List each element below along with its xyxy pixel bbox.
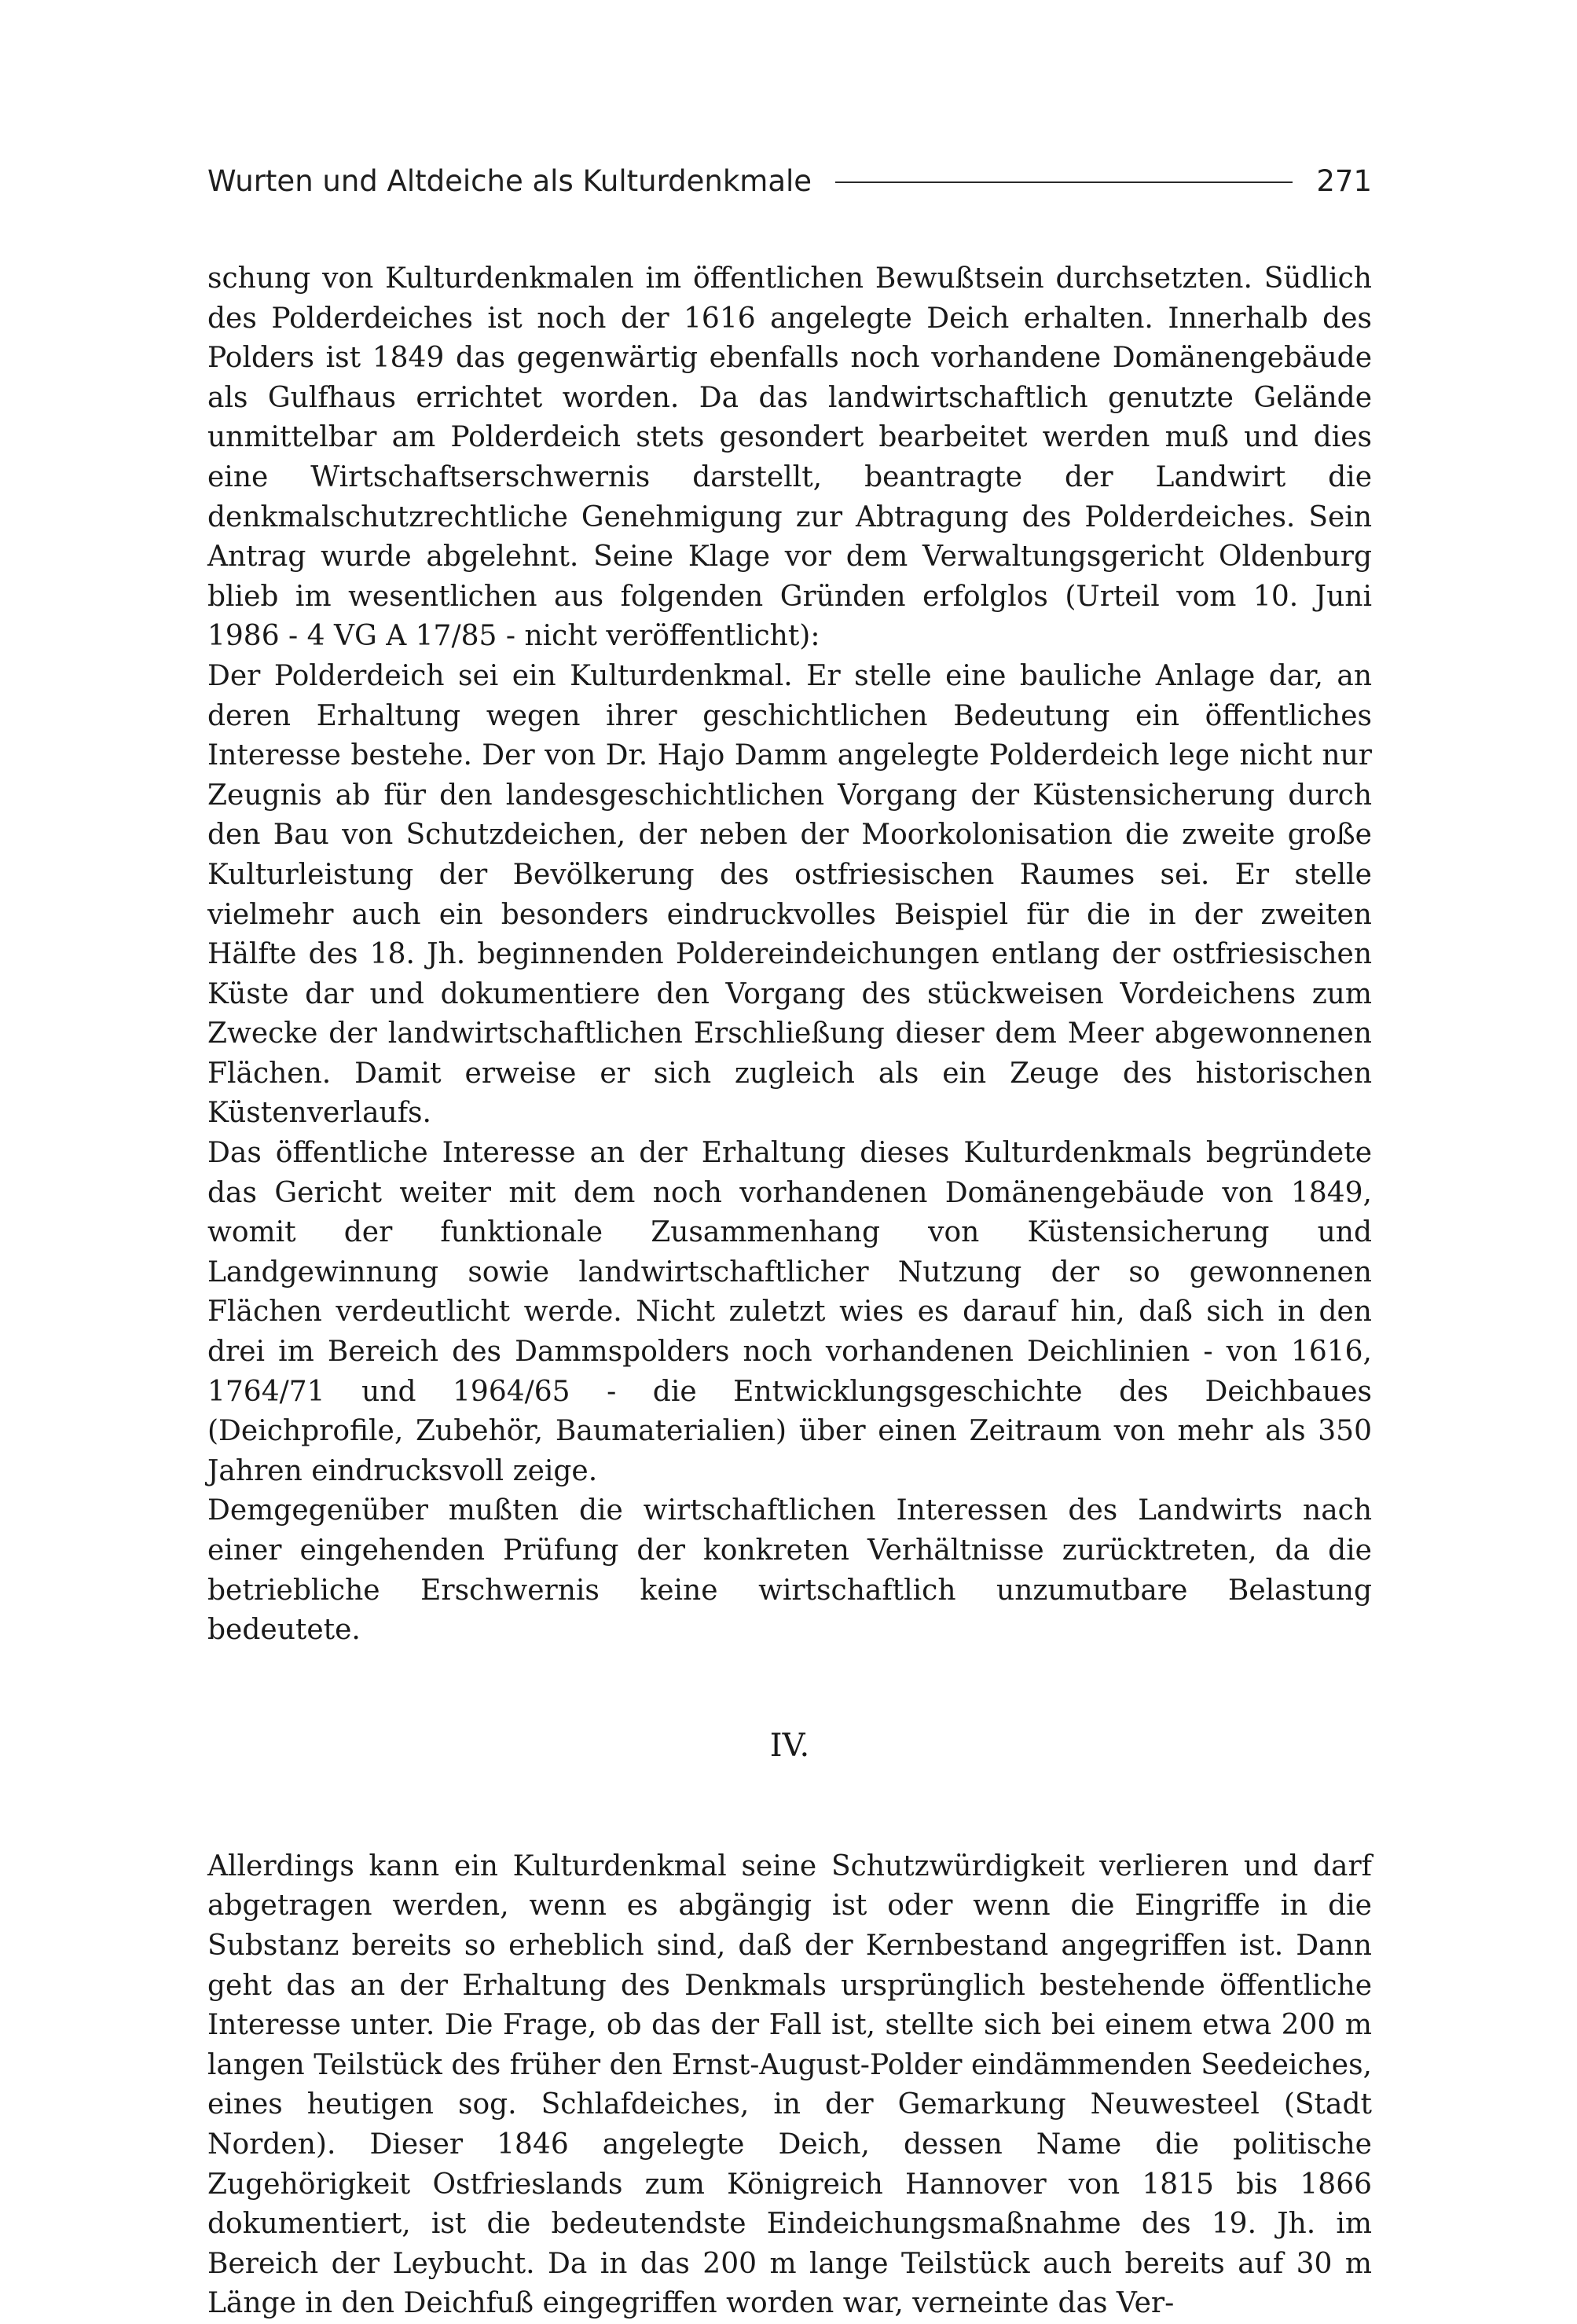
body-text: [207, 259, 1372, 2324]
paragraph: Der Polderdeich sei ein Kulturdenkmal. Er stelle eine bauliche Anlage dar, an deren Erhaltung wegen ihrer geschichtlichen Bedeutung ein öffentliches Interesse bestehe. Der von Dr. Hajo Damm angelegte Polderdeich lege nicht nur Zeugnis ab für den landesgeschichtlichen Vorgang der Küstensicherung durch den Bau von Schutzdeichen, der neben der Moorkolonisation die zweite große Kulturleistung der Bevölkerung des ostfriesischen Raumes sei. Er stelle vielmehr auch ein besonders eindruckvolles Beispiel für die in der zweiten Hälfte des 18. Jh. beginnenden Poldereindeichungen entlang der ostfriesischen Küste dar und dokumentiere den Vorgang des stückweisen Vordeichens zum Zwecke der landwirtschaftlichen Erschließung dieser dem Meer abgewonnenen Flächen. Damit erweise er sich zugleich als ein Zeuge des historischen Küstenverlaufs.: [207, 659, 1372, 1130]
page-number: 271: [1316, 163, 1372, 198]
running-title: Wurten und Altdeiche als Kulturdenkmale: [207, 163, 812, 198]
running-header: [207, 157, 1372, 204]
paragraph: Allerdings kann ein Kulturdenkmal seine Schutzwürdigkeit verlieren und darf abgetragen werden, wenn es abgängig ist oder wenn die Eingriffe in die Substanz bereits so erheblich sind, daß der Kernbestand angegriffen ist. Dann geht das an der Erhaltung des Denkmals ursprünglich bestehende öffentliche Interesse unter. Die Frage, ob das der Fall ist, stellte sich bei einem etwa 200 m langen Teilstück des früher den Ernst-August-Polder eindämmenden Seedeiches, eines heutigen sog. Schlafdeiches, in der Gemarkung Neuwesteel (Stadt Norden). Dieser 1846 angelegte Deich, dessen Name die politische Zugehörigkeit Ostfrieslands zum Königreich Hannover von 1815 bis 1866 dokumentiert, ist die bedeutendste Eindeichungsmaßnahme des 19. Jh. im Bereich der Leybucht. Da in das 200 m lange Teilstück auch bereits auf 30 m Länge in den Deichfuß eingegriffen worden war, verneinte das Ver-: [207, 1849, 1372, 2320]
header-rule: [835, 181, 1293, 183]
paragraph: Demgegenüber mußten die wirtschaftlichen Interessen des Landwirts nach einer eingehenden Prüfung der konkreten Verhältnisse zurücktreten, da die betriebliche Erschwernis keine wirtschaftlich unzumutbare Belastung bedeutete.: [207, 1494, 1372, 1647]
paragraph: Das öffentliche Interesse an der Erhaltung dieses Kulturdenkmals begründete das Gericht weiter mit dem noch vorhandenen Domänengebäude von 1849, womit der funktionale Zusammenhang von Küstensicherung und Landgewinnung sowie landwirtschaftlicher Nutzung der so gewonnenen Flächen verdeutlicht werde. Nicht zuletzt wies es darauf hin, daß sich in den drei im Bereich des Dammspolders noch vorhandenen Deichlinien - von 1616, 1764/71 und 1964/65 - die Entwicklungsgeschichte des Deichbaues (Deichprofile, Zubehör, Baumaterialien) über einen Zeitraum von mehr als 350 Jahren eindrucksvoll zeige.: [207, 1137, 1372, 1487]
paragraph: schung von Kulturdenkmalen im öffentlichen Bewußtsein durchsetzten. Südlich des Polderdeiches ist noch der 1616 angelegte Deich erhalten. Innerhalb des Polders ist 1849 das gegenwärtig ebenfalls noch vorhandene Domänengebäude als Gulfhaus errichtet worden. Da das landwirtschaftlich genutzte Gelände unmittelbar am Polderdeich stets gesondert bearbeitet werden muß und dies eine Wirtschaftserschwernis darstellt, beantragte der Landwirt die denkmalschutzrechtliche Genehmigung zur Abtragung des Polderdeiches. Sein Antrag wurde abgelehnt. Seine Klage vor dem Verwaltungsgericht Oldenburg blieb im wesentlichen aus folgenden Gründen erfolglos (Urteil vom 10. Juni 1986 - 4 VG A 17/85 - nicht veröffentlicht):: [207, 262, 1372, 653]
section-heading: IV.: [769, 1727, 810, 1764]
